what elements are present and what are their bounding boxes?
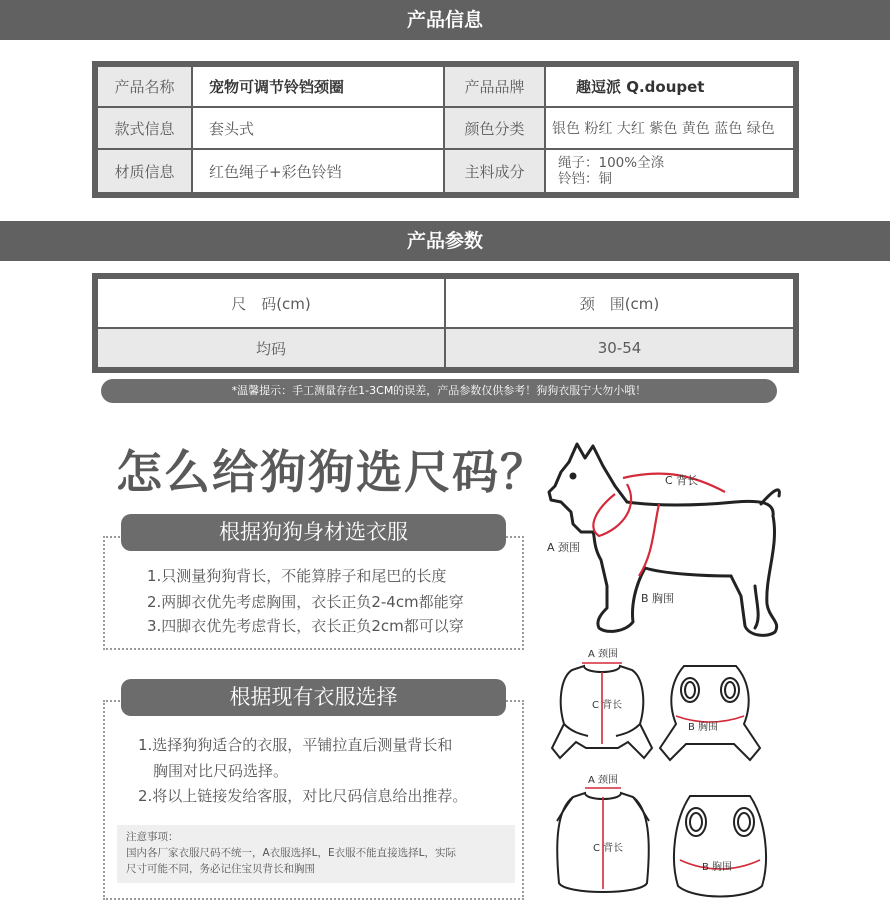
- header-size: 尺 码(cm): [98, 279, 444, 327]
- garment3-back-label: C 背长: [593, 843, 624, 854]
- box1-line-2: 2.两脚衣优先考虑胸围，衣长正负2-4cm都能穿: [147, 593, 464, 611]
- value-product-name: 宠物可调节铃铛颈圈: [193, 67, 443, 106]
- garment-4leg-belly-outline: [660, 666, 760, 760]
- box2-line-2: 胸围对比尺码选择。: [153, 762, 289, 780]
- label-back-length: C 背长: [665, 474, 699, 487]
- garment1-neck-label: A 颈围: [588, 649, 619, 660]
- composition-line-2: 铃铛：铜: [558, 171, 612, 187]
- box1-line-3: 3.四脚衣优先考虑背长，衣长正负2cm都可以穿: [147, 617, 464, 635]
- measure-lines: [593, 474, 725, 576]
- value-color: 银色 粉红 大红 紫色 黄色 蓝色 绿色: [546, 108, 793, 148]
- garment-4leg-belly-view: [654, 658, 766, 766]
- note-title: 注意事项：: [126, 831, 179, 843]
- garment-2leg-belly-view: [666, 790, 774, 904]
- info-table: [92, 61, 799, 198]
- label-product-name: 产品名称: [98, 67, 191, 106]
- garment2-chest-label: B 胸围: [688, 722, 719, 733]
- box1-line-1: 1.只测量狗狗背长，不能算脖子和尾巴的长度: [147, 567, 447, 585]
- garment-2leg-belly-outline: [674, 796, 766, 897]
- composition-line-1: 绳子：100%全涤: [558, 155, 665, 171]
- garment-2leg-measure: [585, 788, 624, 889]
- label-chest: B 胸围: [641, 592, 675, 605]
- dog-measurement-diagram: [535, 436, 885, 646]
- params-banner: 产品参数: [0, 221, 890, 261]
- value-style: 套头式: [193, 108, 443, 148]
- note-line-1: 国内各厂家衣服尺码不统一，A衣服选择L，E衣服不能直接选择L，实际: [126, 847, 457, 859]
- garment-4leg-back-view: [548, 644, 658, 766]
- garment3-neck-label: A 颈围: [588, 775, 619, 786]
- info-banner: 产品信息: [0, 0, 890, 40]
- cell-size-value: 均码: [98, 329, 444, 367]
- value-material: 红色绳子+彩色铃铛: [193, 150, 443, 192]
- params-table: [92, 273, 799, 373]
- header-neck: 颈 围(cm): [446, 279, 793, 327]
- value-composition: [546, 150, 793, 192]
- label-material: 材质信息: [98, 150, 191, 192]
- label-composition: 主料成分: [445, 150, 544, 192]
- value-brand: 趣逗派 Q.doupet: [546, 67, 793, 106]
- cell-neck-value: 30-54: [446, 329, 793, 367]
- box2-line-1: 1.选择狗狗适合的衣服，平铺拉直后测量背长和: [138, 736, 453, 754]
- guide-title: 怎么给狗狗选尺码？: [116, 445, 548, 499]
- box2-heading: 根据现有衣服选择: [121, 679, 506, 716]
- garment4-chest-label: B 胸围: [702, 862, 733, 873]
- box2-line-3: 2.将以上链接发给客服，对比尺码信息给出推荐。: [138, 787, 468, 805]
- garment-2leg-back-view: [551, 771, 655, 903]
- measure-tip: *温馨提示：手工测量存在1-3CM的误差，产品参数仅供参考！狗狗衣服宁大勿小哦！: [101, 379, 777, 403]
- label-style: 款式信息: [98, 108, 191, 148]
- label-color: 颜色分类: [445, 108, 544, 148]
- label-neck: A 颈围: [547, 541, 581, 554]
- note-line-2: 尺寸可能不同，务必记住宝贝背长和胸围: [126, 863, 315, 875]
- box1-heading: 根据狗狗身材选衣服: [121, 514, 506, 551]
- label-brand: 产品品牌: [445, 67, 544, 106]
- garment1-back-label: C 背长: [592, 700, 623, 711]
